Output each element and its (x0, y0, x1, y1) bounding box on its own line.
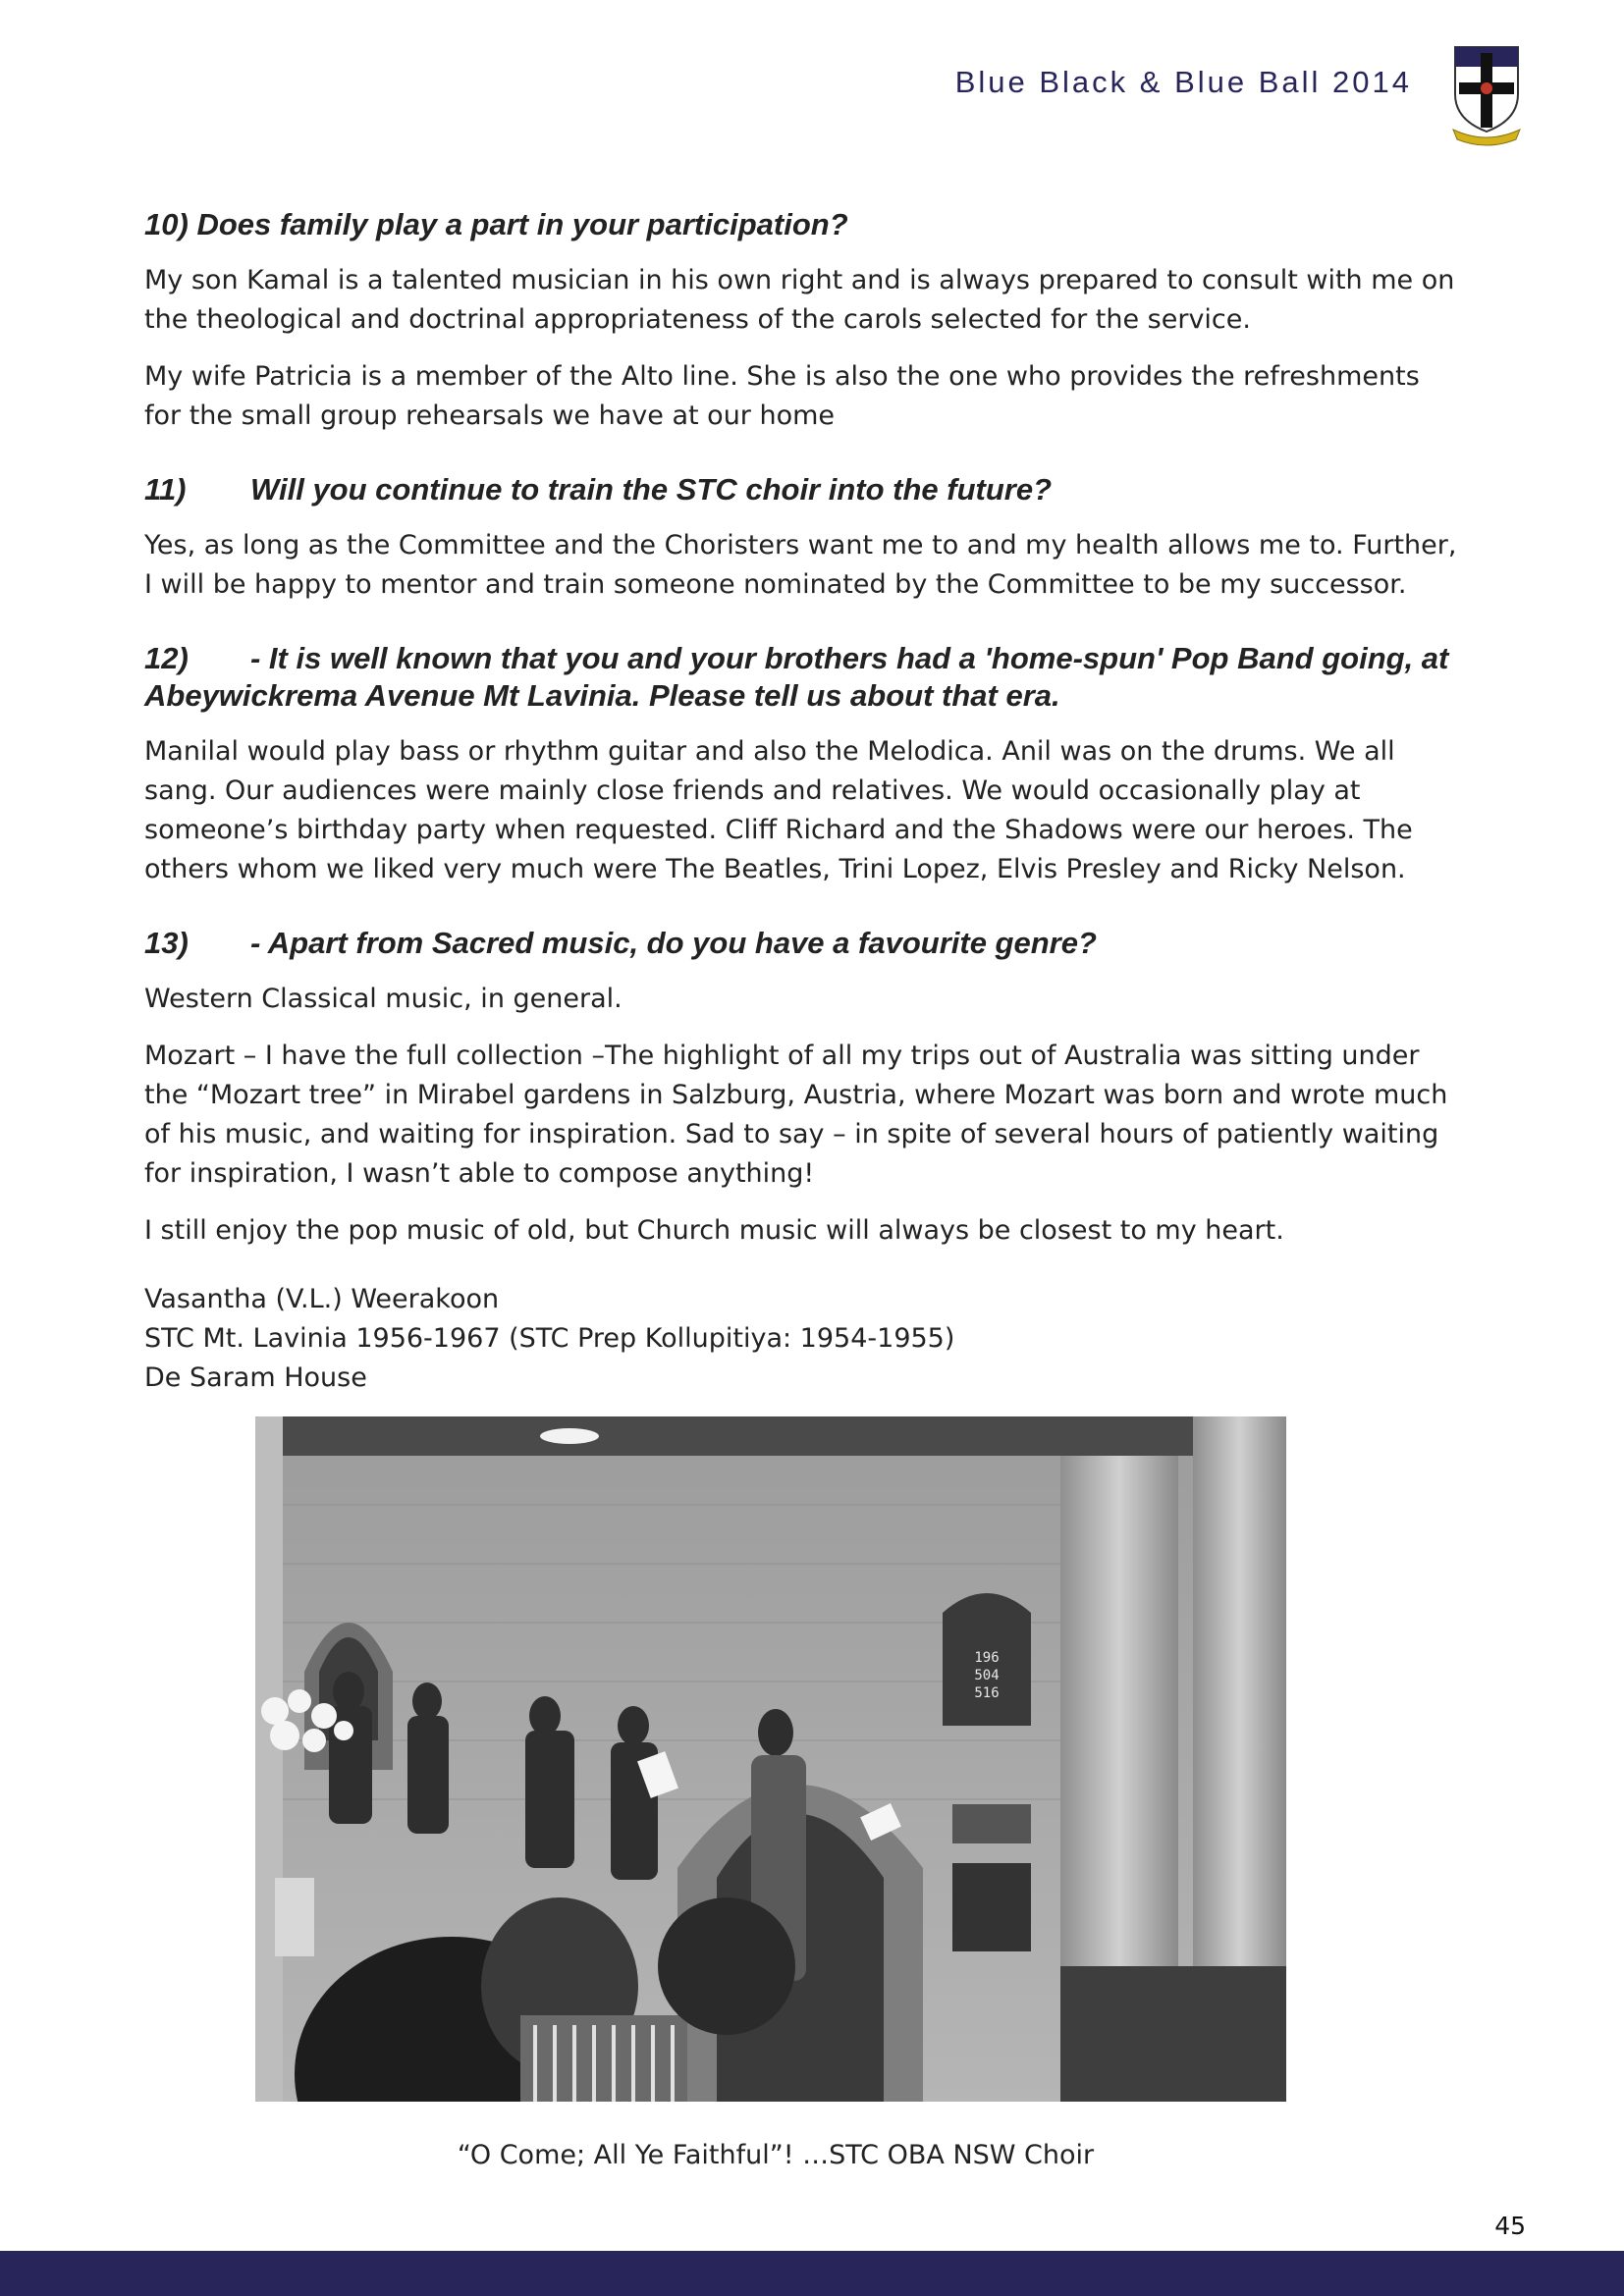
qa-item-10 (144, 206, 1460, 436)
question-heading (144, 471, 1460, 508)
hymn-number: 516 (974, 1685, 1000, 1701)
author-name: Vasantha (V.L.) Weerakoon (144, 1284, 500, 1314)
header-title: Blue Black & Blue Ball 2014 (954, 65, 1412, 99)
footer-bar (0, 2251, 1624, 2296)
answer-paragraph: Yes, as long as the Committee and the Choristers want me to and my health allows me to. Further, I will be happy to mentor and train someone nominated by the Committee to be my successor. (144, 530, 1457, 600)
page-number: 45 (1494, 2212, 1526, 2240)
school-crest-logo (1447, 43, 1526, 147)
question-number: 11) (144, 472, 187, 507)
hymn-number: 504 (974, 1668, 1000, 1683)
question-text: - Apart from Sacred music, do you have a favourite genre? (250, 926, 1097, 960)
author-house: De Saram House (144, 1362, 367, 1393)
answer-paragraph: My wife Patricia is a member of the Alto line. She is also the one who provides the refreshments for the small group rehearsals we have at our home (144, 361, 1420, 431)
qa-item-13 (144, 925, 1460, 1251)
author-signature (144, 1280, 1460, 1398)
question-heading (144, 640, 1460, 715)
answer-paragraph: Manilal would play bass or rhythm guitar and also the Melodica. Anil was on the drums. We all sang. Our audiences were mainly close friends and relatives. We would occasionally play at someone’s birthday party when requested. Cliff Richard and the Shadows were our heroes. The others whom we liked very much were The Beatles, Trini Lopez, Elvis Presley and Ricky Nelson. (144, 736, 1413, 884)
question-text: Will you continue to train the STC choir into the future? (250, 472, 1053, 507)
question-text: - It is well known that you and your brothers had a 'home-spun' Pop Band going, at Abeywickrema Avenue Mt Lavinia. Please tell us about that era. (144, 641, 1449, 713)
choir-photo (255, 1416, 1286, 2102)
author-school: STC Mt. Lavinia 1956-1967 (STC Prep Kollupitiya: 1954-1955) (144, 1323, 955, 1354)
question-heading (144, 925, 1460, 962)
answer-paragraph: Mozart – I have the full collection –The highlight of all my trips out of Australia was sitting under the “Mozart tree” in Mirabel gardens in Salzburg, Austria, where Mozart was born and wrote much of his music, and waiting for inspiration. Sad to say – in spite of several hours of patiently waiting for inspiration, I wasn’t able to compose anything! (144, 1041, 1448, 1189)
qa-item-11 (144, 471, 1460, 605)
hymn-number: 196 (974, 1650, 1000, 1666)
question-heading (144, 206, 1460, 243)
question-number: 12) (144, 641, 189, 675)
answer-paragraph: My son Kamal is a talented musician in his own right and is always prepared to consult with me on the theological and doctrinal appropriateness of the carols selected for the service. (144, 265, 1455, 335)
answer-paragraph: Western Classical music, in general. (144, 984, 623, 1014)
photo-caption: “O Come; All Ye Faithful”! …STC OBA NSW Choir (457, 2140, 1095, 2170)
question-text: Does family play a part in your participation? (196, 207, 848, 241)
qa-item-12 (144, 640, 1460, 889)
answer-paragraph: I still enjoy the pop music of old, but Church music will always be closest to my heart. (144, 1215, 1284, 1246)
question-number: 13) (144, 926, 189, 960)
question-number: 10) (144, 207, 189, 241)
article-body (144, 206, 1460, 1398)
